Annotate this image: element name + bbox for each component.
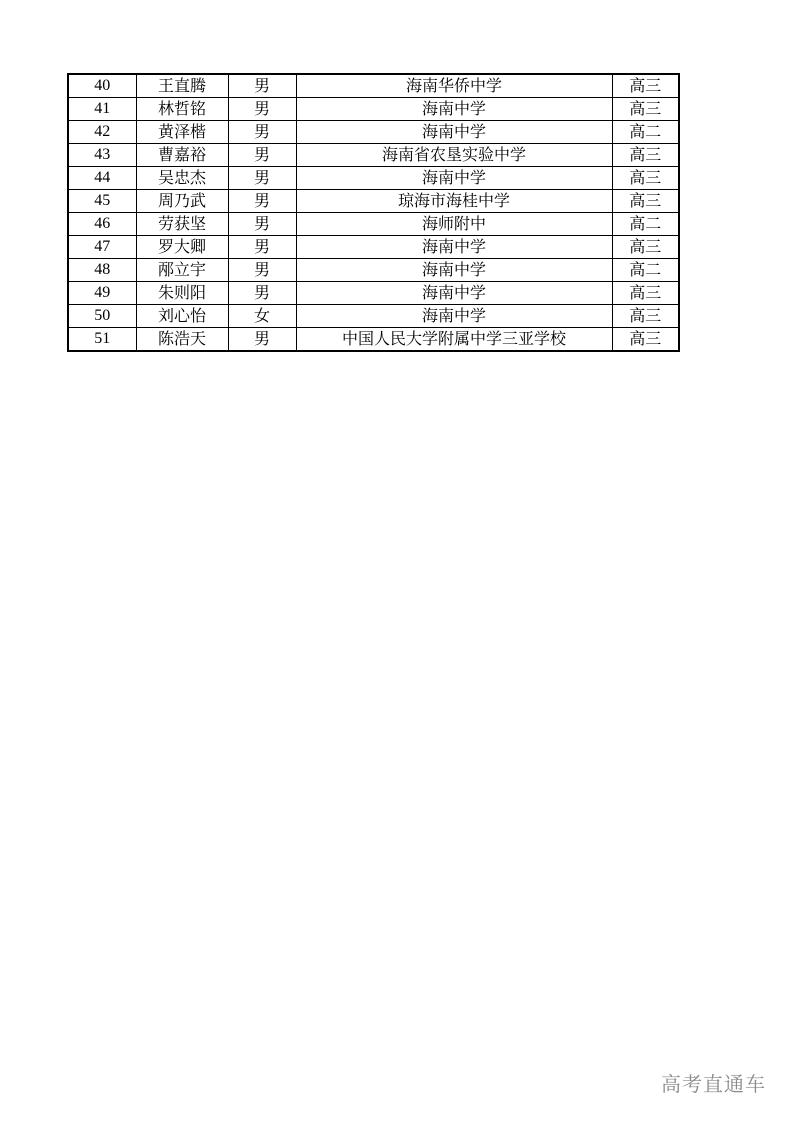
row-number-cell: 48 (68, 259, 136, 282)
roster-body (68, 74, 679, 351)
gender-cell: 男 (228, 74, 296, 98)
student-name-cell: 周乃武 (136, 190, 228, 213)
school-cell: 中国人民大学附属中学三亚学校 (296, 328, 612, 352)
gender-cell: 男 (228, 213, 296, 236)
grade-cell: 高二 (612, 259, 679, 282)
student-name-cell: 王直腾 (136, 74, 228, 98)
gender-cell: 男 (228, 282, 296, 305)
grade-cell: 高二 (612, 213, 679, 236)
grade-cell: 高三 (612, 236, 679, 259)
table-row (68, 190, 679, 213)
student-name-cell: 劳获坚 (136, 213, 228, 236)
grade-cell: 高三 (612, 98, 679, 121)
grade-cell: 高二 (612, 121, 679, 144)
row-number-cell: 40 (68, 74, 136, 98)
school-cell: 海南中学 (296, 167, 612, 190)
row-number-cell: 47 (68, 236, 136, 259)
row-number-cell: 46 (68, 213, 136, 236)
table-row (68, 213, 679, 236)
table-row (68, 74, 679, 98)
student-roster-table (67, 73, 680, 352)
table-row (68, 282, 679, 305)
student-name-cell: 刘心怡 (136, 305, 228, 328)
row-number-cell: 45 (68, 190, 136, 213)
gender-cell: 男 (228, 259, 296, 282)
gender-cell: 女 (228, 305, 296, 328)
grade-cell: 高三 (612, 305, 679, 328)
gender-cell: 男 (228, 144, 296, 167)
table-row (68, 305, 679, 328)
school-cell: 海南省农垦实验中学 (296, 144, 612, 167)
school-cell: 海南中学 (296, 259, 612, 282)
student-name-cell: 朱则阳 (136, 282, 228, 305)
student-name-cell: 邴立宇 (136, 259, 228, 282)
gender-cell: 男 (228, 121, 296, 144)
table-row (68, 259, 679, 282)
grade-cell: 高三 (612, 282, 679, 305)
row-number-cell: 51 (68, 328, 136, 352)
grade-cell: 高三 (612, 74, 679, 98)
row-number-cell: 42 (68, 121, 136, 144)
table-row (68, 144, 679, 167)
row-number-cell: 41 (68, 98, 136, 121)
school-cell: 海南中学 (296, 98, 612, 121)
gender-cell: 男 (228, 236, 296, 259)
school-cell: 琼海市海桂中学 (296, 190, 612, 213)
gender-cell: 男 (228, 190, 296, 213)
row-number-cell: 50 (68, 305, 136, 328)
gender-cell: 男 (228, 167, 296, 190)
student-name-cell: 黄泽楷 (136, 121, 228, 144)
student-name-cell: 陈浩天 (136, 328, 228, 352)
watermark-text: 高考直通车 (661, 1072, 766, 1096)
row-number-cell: 43 (68, 144, 136, 167)
school-cell: 海南中学 (296, 121, 612, 144)
table-row (68, 236, 679, 259)
table-row (68, 328, 679, 352)
school-cell: 海南中学 (296, 236, 612, 259)
row-number-cell: 44 (68, 167, 136, 190)
school-cell: 海南中学 (296, 282, 612, 305)
gender-cell: 男 (228, 98, 296, 121)
table-row (68, 121, 679, 144)
school-cell: 海南中学 (296, 305, 612, 328)
table-row (68, 167, 679, 190)
student-name-cell: 林哲铭 (136, 98, 228, 121)
school-cell: 海师附中 (296, 213, 612, 236)
student-name-cell: 曹嘉裕 (136, 144, 228, 167)
grade-cell: 高三 (612, 328, 679, 352)
gender-cell: 男 (228, 328, 296, 352)
table-row (68, 98, 679, 121)
grade-cell: 高三 (612, 144, 679, 167)
school-cell: 海南华侨中学 (296, 74, 612, 98)
row-number-cell: 49 (68, 282, 136, 305)
grade-cell: 高三 (612, 167, 679, 190)
student-name-cell: 吴忠杰 (136, 167, 228, 190)
grade-cell: 高三 (612, 190, 679, 213)
student-name-cell: 罗大卿 (136, 236, 228, 259)
